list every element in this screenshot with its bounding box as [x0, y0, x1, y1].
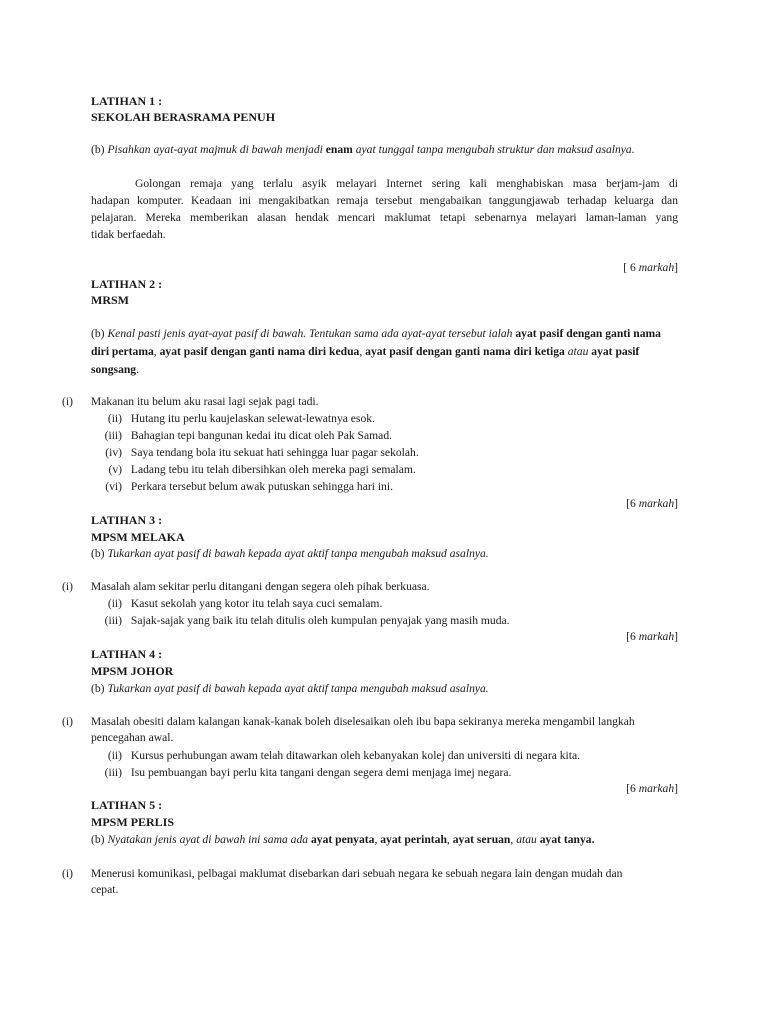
- list-item: [100, 595, 382, 612]
- item-text: Hutang itu perlu kaujelaskan selewat-lewatnya esok.: [130, 412, 375, 425]
- latihan-2-marks: [626, 495, 678, 512]
- list-item: [100, 410, 375, 427]
- question-bold: ayat penyata: [310, 833, 375, 846]
- latihan-1-marks: [623, 259, 678, 276]
- list-item: [100, 444, 419, 461]
- marks-word: markah: [638, 261, 675, 274]
- comma: ,: [374, 833, 378, 846]
- question-text: Kenal pasti jenis ayat-ayat pasif di bawah. Tentukan sama ada ayat-ayat tersebut ialah: [107, 327, 513, 340]
- latihan-5-question: [91, 831, 594, 848]
- latihan-3-question: [91, 545, 489, 562]
- list-item: [100, 478, 393, 495]
- latihan-2-subtitle: MRSM: [91, 293, 129, 307]
- list-item: [100, 612, 510, 629]
- question-text: atau: [516, 833, 537, 846]
- period: .: [136, 363, 140, 376]
- marks-word: markah: [638, 782, 675, 795]
- latihan-3-subtitle: MPSM MELAKA: [91, 530, 185, 544]
- question-bold: nama diri pertama: [91, 327, 661, 358]
- list-item-continuation: cepat.: [91, 883, 119, 896]
- question-label: (b): [91, 833, 105, 846]
- comma: ,: [359, 345, 363, 358]
- latihan-4-question: [91, 680, 489, 697]
- item-number: (i): [62, 715, 73, 728]
- question-label: (b): [91, 547, 105, 560]
- list-item: [100, 764, 511, 781]
- item-text: Bahagian tepi bangunan kedai itu dicat oleh Pak Samad.: [130, 429, 393, 442]
- item-number: (ii): [107, 412, 122, 425]
- item-number: (iii): [104, 429, 122, 442]
- item-number: (i): [62, 867, 73, 880]
- list-item-continuation: pencegahan awal.: [91, 731, 174, 744]
- question-label: (b): [91, 143, 105, 156]
- item-number: (iii): [104, 766, 122, 779]
- question-bold: enam: [325, 143, 353, 156]
- latihan-1-subtitle: SEKOLAH BERASRAMA PENUH: [91, 110, 276, 124]
- item-number: (v): [108, 463, 122, 476]
- latihan-1-title: LATIHAN 1 :: [91, 94, 163, 108]
- list-item: [100, 461, 416, 478]
- latihan-5-title: LATIHAN 5 :: [91, 798, 163, 812]
- list-item: [100, 747, 580, 764]
- item-text: Masalah obesiti dalam kalangan kanak-kanak boleh diselesaikan oleh ibu bapa sekiranya mereka mengambil langkah: [90, 715, 635, 728]
- item-text: Sajak-sajak yang baik itu telah ditulis oleh kumpulan penyajak yang masih muda.: [130, 614, 510, 627]
- paragraph-line: Golongan remaja yang terlalu asyik melayari Internet sering kali menghabiskan masa berjam-jam di: [135, 177, 678, 190]
- item-text: Saya tendang bola itu sekuat hati sehingga luar pagar sekolah.: [130, 446, 419, 459]
- question-bold: ayat pasif dengan ganti nama diri ketiga: [365, 345, 565, 358]
- question-text: Tukarkan ayat pasif di bawah kepada ayat aktif tanpa mengubah maksud asalnya.: [107, 682, 489, 695]
- item-number: (iii): [104, 614, 122, 627]
- latihan-2-question: [91, 325, 681, 379]
- question-bold: ayat pasif dengan ganti: [515, 327, 631, 340]
- latihan-4-marks: [626, 780, 678, 797]
- item-text: Isu pembuangan bayi perlu kita tangani dengan segera demi menjaga imej negara.: [130, 766, 512, 779]
- latihan-5-subtitle: MPSM PERLIS: [91, 815, 175, 829]
- list-item: [62, 865, 678, 882]
- item-text: Masalah alam sekitar perlu ditangani dengan segera oleh pihak berkuasa.: [90, 580, 430, 593]
- marks-open: [6: [626, 497, 636, 510]
- item-text: Kursus perhubungan awam telah ditawarkan oleh kebanyakan kolej dan universiti di negara kita.: [130, 749, 581, 762]
- marks-open: [6: [626, 630, 636, 643]
- latihan-4-subtitle: MPSM JOHOR: [91, 664, 174, 678]
- marks-close: ]: [674, 630, 678, 643]
- question-text-end: ayat tunggal tanpa mengubah struktur dan maksud asalnya.: [355, 143, 635, 156]
- question-bold: ayat tanya.: [539, 833, 595, 846]
- question-bold: ayat pasif dengan ganti nama diri kedua: [159, 345, 360, 358]
- list-item: [100, 427, 392, 444]
- item-text: Menerusi komunikasi, pelbagai maklumat disebarkan dari sebuah negara ke sebuah negara lain dengan mudah dan: [90, 867, 623, 880]
- question-text: atau: [567, 345, 589, 358]
- item-number: (i): [62, 580, 73, 593]
- latihan-4-title: LATIHAN 4 :: [91, 647, 163, 661]
- item-text: Ladang tebu itu telah dibersihkan oleh mereka pagi semalam.: [130, 463, 416, 476]
- latihan-1-paragraph: [91, 175, 678, 243]
- question-bold: pasif songsang: [91, 345, 640, 376]
- marks-close: ]: [674, 497, 678, 510]
- comma: ,: [153, 345, 157, 358]
- question-text: Pisahkan ayat-ayat majmuk di bawah menjadi: [107, 143, 323, 156]
- comma: ,: [446, 833, 450, 846]
- item-text: Perkara tersebut belum awak putuskan sehingga hari ini.: [130, 480, 393, 493]
- question-bold: ayat perintah: [380, 833, 447, 846]
- latihan-3-title: LATIHAN 3 :: [91, 513, 163, 527]
- latihan-3-marks: [626, 628, 678, 645]
- question-bold: ayat: [591, 345, 613, 358]
- marks-word: markah: [638, 497, 675, 510]
- paragraph-line: tidak berfaedah.: [91, 228, 166, 241]
- latihan-1-question: [91, 141, 691, 158]
- list-item: [62, 713, 678, 730]
- marks-word: markah: [638, 630, 675, 643]
- question-label: (b): [91, 327, 105, 340]
- paragraph-line: pelajaran. Mereka memberikan alasan hendak mencari maklumat tetapi sebenarnya melayari laman-laman yang: [91, 211, 678, 224]
- item-text: Kasut sekolah yang kotor itu telah saya cuci semalam.: [130, 597, 383, 610]
- list-item: [62, 578, 430, 595]
- item-number: (ii): [107, 749, 122, 762]
- question-text: Nyatakan jenis ayat di bawah ini sama ada: [107, 833, 309, 846]
- marks-close: ]: [674, 261, 678, 274]
- latihan-2-title: LATIHAN 2 :: [91, 277, 163, 291]
- marks-open: [ 6: [623, 261, 636, 274]
- paragraph-line: hadapan komputer. Keadaan ini mengakibatkan remaja tersebut mengabaikan tanggungjawab terhadap keluarga dan: [91, 194, 678, 207]
- item-number: (iv): [105, 446, 122, 459]
- marks-close: ]: [674, 782, 678, 795]
- item-number: (vi): [105, 480, 122, 493]
- item-number: (i): [62, 395, 73, 408]
- marks-open: [6: [626, 782, 636, 795]
- question-label: (b): [91, 682, 105, 695]
- question-text: Tukarkan ayat pasif di bawah kepada ayat aktif tanpa mengubah maksud asalnya.: [107, 547, 489, 560]
- list-item: [62, 393, 319, 410]
- item-text: Makanan itu belum aku rasai lagi sejak pagi tadi.: [90, 395, 319, 408]
- comma: ,: [510, 833, 514, 846]
- question-bold: ayat seruan: [452, 833, 511, 846]
- item-number: (ii): [107, 597, 122, 610]
